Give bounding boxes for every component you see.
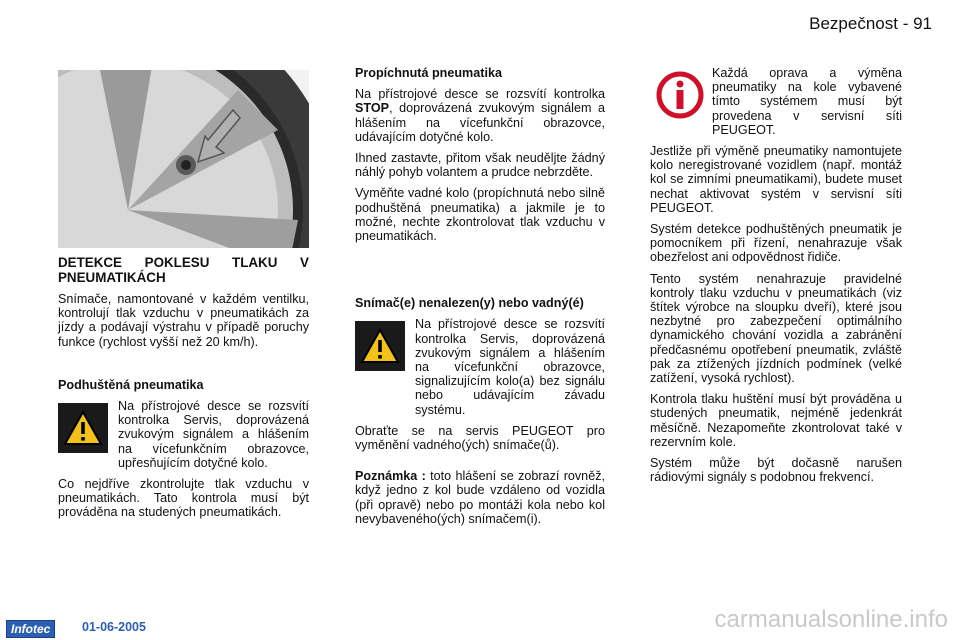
stop-paragraph: Ihned zastavte, přitom však neuděljte žádný náhlý pohyb volantem a prudce nebrzděte. [355,151,605,180]
text-run: Na přístrojové desce se rozsvítí kontrolka [355,87,605,102]
infotec-logo: Infotec [6,620,55,638]
footer-date: 01-06-2005 [82,620,146,634]
warning-triangle-icon [355,321,405,371]
note-label: Poznámka : [355,469,426,484]
stop-label: STOP [355,101,390,116]
warning-triangle-icon [58,403,108,453]
note-paragraph [355,469,605,526]
driver-aid-paragraph: Systém detekce podhuštěných pneumatik je pomocníkem při řízení, nenahrazuje však obezřelost ani odpovědnost řidiče. [650,222,902,265]
warning-row [58,399,309,477]
page-title: Bezpečnost - 91 [809,14,932,33]
column-2 [355,66,605,533]
column-3 [650,66,902,491]
replace-paragraph: Vyměňte vadné kolo (propíchnutá nebo silně podhuštěná pneumatika) a jakmile je to možné, nechte zkontrolovat tlak vzduchu v pneumatikách. [355,186,605,244]
unregistered-wheel-paragraph: Jestliže při výměně pneumatiky namontujete kolo neregistrované vozidlem (např. montáž kol se zimními pneumatikami), budete muset nechat aktivovat systém v servisní síti PEUGEOT. [650,144,902,215]
warning-text: Na přístrojové desce se rozsvítí kontrolka Servis, doprovázená zvukovým signálem a hlášením na vícefunkční obrazovce, signalizujícím kolo(a) bez signálu nebo udávajícím závadu systému. [415,317,605,417]
radio-interference-paragraph: Systém může být dočasně narušen rádiovými signály s podobnou frekvencí. [650,456,902,485]
text-run: toto hlášení se zobrazí rovněž, když jedno z kol bude vzdáleno od vozidla (při opravě) nebo po montáži kola nebo kol nevybaveného(ých) snímačem(i). [355,469,605,526]
subheading-underinflated: Podhuštěná pneumatika [58,377,204,392]
check-paragraph: Co nejdříve zkontrolujte tlak vzduchu v pneumatikách. Tato kontrola musí být prováděna na studených pneumatikách. [58,477,309,520]
section-heading: DETEKCE POKLESU TLAKU V PNEUMATIKÁCH [58,255,309,285]
watermark: carmanualsonline.info [714,606,948,633]
column-1 [58,255,309,527]
service-paragraph: Obraťte se na servis PEUGEOT pro vyměnění vadného(ých) snímače(ů). [355,423,605,453]
regular-check-paragraph: Tento systém nenahrazuje pravidelné kontroly tlaku vzduchu v pneumatikách (viz štítek výrobce na sloupku dveří), které jsou nezbytné pro zabezpečení optimálního dynamického chování vozidla a zabránění předčasnému opotřebení pneumatik, zvláště pak za ztížených jízdních podmínek (velké zatížení, vysoká rychlost). [650,271,902,386]
punctured-paragraph [355,87,605,144]
intro-paragraph: Snímače, namontované v každém ventilku, kontrolují tlak vzduchu v pneumatikách za jízdy a podávají výstrahu v případě poruchy funkce (rychlost vyšší než 20 km/h). [58,292,309,349]
repair-paragraph: Každá oprava a výměna pneumatiky na kole vybavené tímto systémem musí být provedena v servisní síti PEUGEOT. [712,66,902,137]
text-run: , doprovázená zvukovým signálem a hlášením na vícefunkční obrazovce, udávajícím dotyčné kolo. [355,101,605,144]
subheading-punctured: Propíchnutá pneumatika [355,66,502,80]
pressure-check-paragraph: Kontrola tlaku huštění musí být prováděna u studených pneumatik, nejméně jedenkrát měsíčně. Nezapomeňte zkontrolovat také v rezervním kole. [650,392,902,449]
warning-row [355,317,605,423]
wheel-valve-photo [58,70,309,248]
subheading-sensor: Snímač(e) nenalezen(y) nebo vadný(é) [355,296,584,311]
warning-text: Na přístrojové desce se rozsvítí kontrolka Servis, doprovázená zvukovým signálem a hlášením na vícefunkčním obrazovce, upřesňujícím dotyčné kolo. [118,399,309,470]
